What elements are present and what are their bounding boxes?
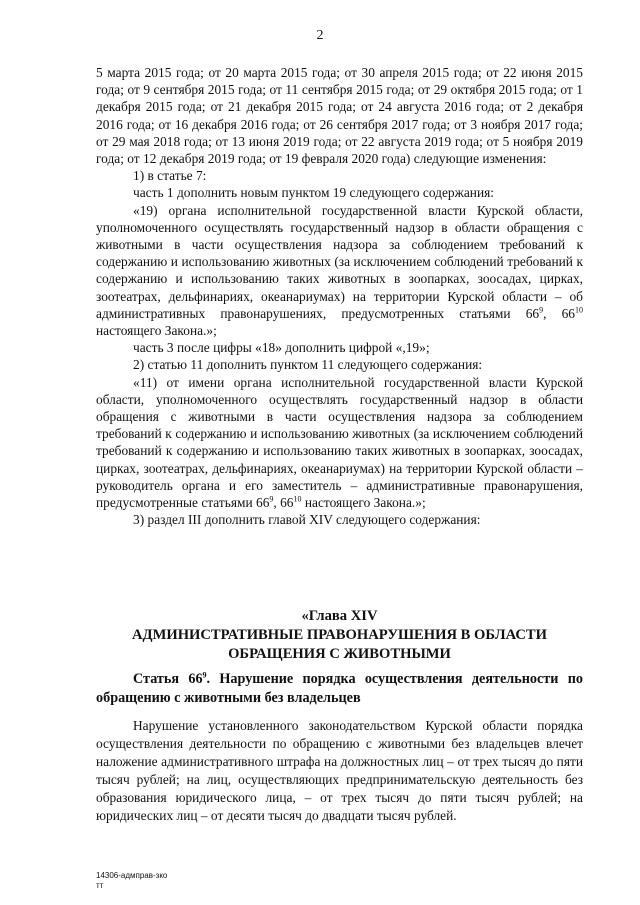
item-2: 2) статью 11 дополнить пунктом 11 следующего содержания: [133,357,483,373]
lead-paragraph: 5 марта 2015 года; от 20 марта 2015 года; от 30 апреля 2015 года; от 22 июня 2015 года; от 9 сентября 2015 года; от 11 сентября 2015 года; от 29 октября 2015 года; от 1 декабря 2015 года; от 21 декабря 2015 года; от 24 августа 2016 года; от 2 декабря 2016 года; от 16 декабря 2016 года; от 26 сентября 2017 года; от 3 ноября 2017 года; от 29 мая 2018 года; от 13 июня 2019 года; от 22 августа 2019 года; от 5 ноября 2019 года; от 12 декабря 2019 года; от 19 февраля 2020 года) следующие изменения: [96,65,583,167]
quote-11-mid: , 66 [273,495,294,511]
part-3: часть 3 после цифры «18» дополнить цифрой «,19»; [133,340,430,356]
part-1-intro: часть 1 дополнить новым пунктом 19 следующего содержания: [133,185,494,201]
quote-19-sup2: 10 [575,305,583,315]
item-1: 1) в статье 7: [133,168,207,184]
article-prefix: Статья 66 [133,671,203,687]
article-title: . Нарушение порядка осуществления деятельности по обращению с животными без владельцев [96,671,583,706]
chapter-title: АДМИНИСТРАТИВНЫЕ ПРАВОНАРУШЕНИЯ В ОБЛАСТИ ОБРАЩЕНИЯ С ЖИВОТНЫМИ [131,627,548,662]
quote-11-sup2: 10 [293,494,302,504]
quote-19-mid: , 66 [543,305,575,321]
footer-initials: тт [96,881,104,890]
page-number: 2 [316,28,324,43]
article-sup: 9 [202,670,207,680]
quote-11-sup1: 9 [269,494,274,504]
article-body: Нарушение установленного законодательством Курской области порядка осуществления деятельности по обращению с животными без владельцев влечет наложение административного штрафа на должностных лиц – от трех тысяч до пяти тысяч рублей; на лиц, осуществляющих предпринимательскую деятельность без образования юридического лица, – от трех тысяч до пяти тысяч рублей; на юридических лиц – от десяти тысяч до двадцати тысяч рублей. [96,718,583,823]
quote-item-19 [96,202,583,340]
chapter-heading [96,607,583,664]
quote-11-text: «11) от имени органа исполнительной государственной власти Курской области, уполномоченного осуществлять государственный надзор в области обращения с животными в части осуществления надзора за соблюдением требований к содержанию и использованию животных (за исключением соблюдений требований к содержанию и использованию таких животных в зоопарках, зоосадах, цирках, зоотеатрах, дельфинариях, океанариумах) на территории Курской области – руководитель органа и его заместитель – административные правонарушения, предусмотренные статьями 66 [96,374,583,511]
quote-19-end: настоящего Закона.»; [96,323,217,339]
footer-note [96,871,167,891]
item-3: 3) раздел III дополнить главой XIV следующего содержания: [133,512,481,528]
quote-19-text: «19) органа исполнительной государственной власти Курской области, уполномоченного осуществлять государственный надзор в области обращения с животными в части осуществления надзора за соблюдением требований к содержанию и использованию животных (за исключением соблюдений требований к содержанию и использованию таких животных в зоопарках, зоосадах, цирках, зоотеатрах, дельфинариях, океанариумах) на территории Курской области – об административных правонарушениях, предусмотренных статьями 66 [96,202,583,321]
amendment-text [96,64,583,528]
article-heading [96,670,583,708]
quote-11-end: настоящего Закона.»; [301,495,426,511]
quote-19-sup1: 9 [539,305,544,315]
quote-item-11 [96,374,583,512]
footer-code: 14306-адмправ-зко [96,871,168,880]
chapter-label: «Глава XIV [301,608,378,624]
